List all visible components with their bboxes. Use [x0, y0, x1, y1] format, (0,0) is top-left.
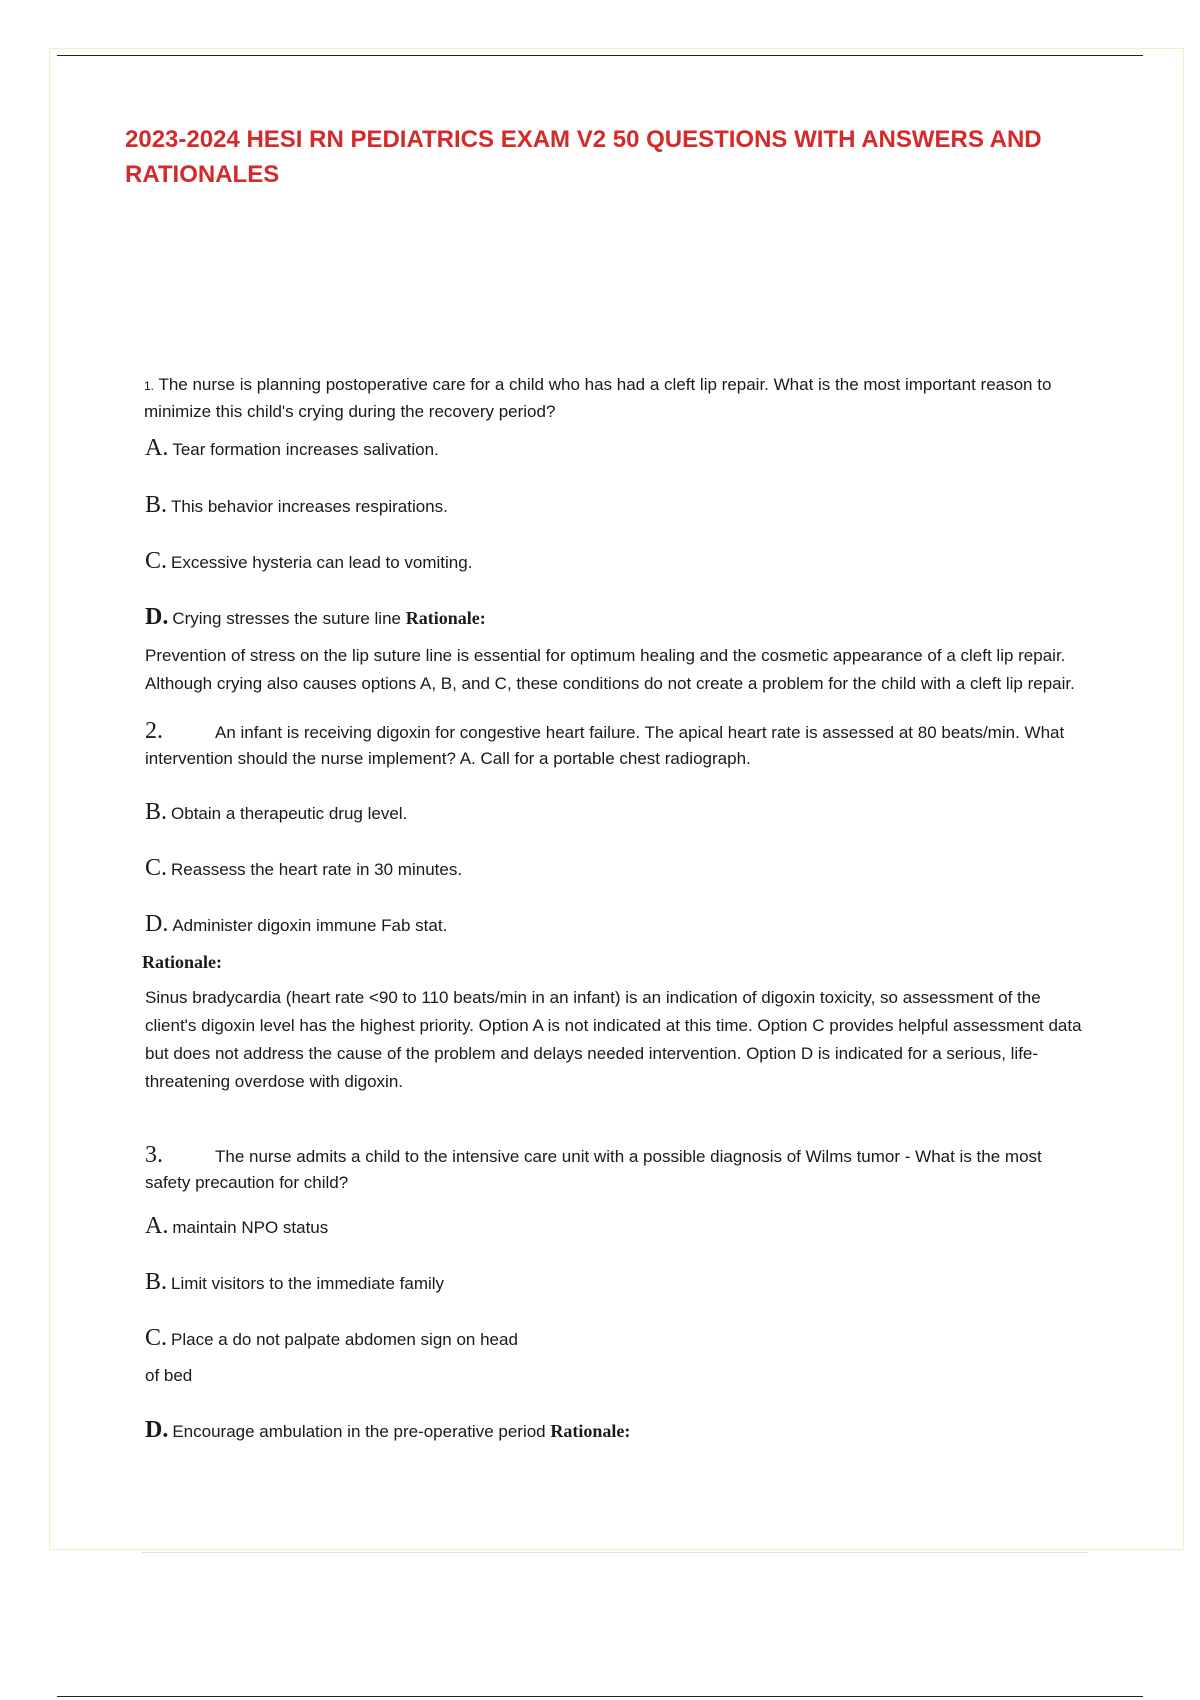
- option-text: Place a do not palpate abdomen sign on head: [171, 1330, 518, 1349]
- option-text: Encourage ambulation in the pre-operative period: [172, 1422, 546, 1441]
- document-title: 2023-2024 HESI RN PEDIATRICS EXAM V2 50 QUESTIONS WITH ANSWERS AND RATIONALES: [125, 126, 1042, 188]
- question-1-option-c: [145, 547, 1085, 577]
- question-1-rationale-label: Rationale:: [405, 608, 486, 628]
- question-3-stem-block: [145, 1142, 1085, 1196]
- question-2-option-c: [145, 854, 1085, 884]
- question-1-rationale: Prevention of stress on the lip suture line is essential for optimum healing and the cosmetic appearance of a cleft lip repair. Although crying also causes options A, B, and C, these conditions do not create a problem for the child with a cleft lip repair.: [145, 646, 1075, 693]
- question-3-rationale-label: Rationale:: [550, 1421, 631, 1441]
- question-1-stem: The nurse is planning postoperative care for a child who has had a cleft lip repair. What is the most important reason to minimize this child's crying during the recovery period?: [144, 375, 1052, 421]
- frame-bottom-rule: [142, 1552, 1088, 1553]
- option-letter: C.: [145, 548, 168, 574]
- question-1-option-b: [145, 491, 1085, 521]
- option-text: Reassess the heart rate in 30 minutes.: [171, 860, 463, 879]
- option-letter: A.: [145, 1213, 169, 1239]
- question-2-stem-block: [145, 718, 1085, 772]
- option-letter: B.: [145, 492, 168, 518]
- question-1-stem-block: [144, 372, 1085, 424]
- question-3-option-c-continuation: of bed: [145, 1366, 193, 1385]
- option-letter: B.: [145, 799, 168, 825]
- option-letter: C.: [145, 855, 168, 881]
- question-2-rationale-label: Rationale:: [142, 952, 222, 972]
- question-1-option-d: [145, 603, 1085, 633]
- option-letter: A.: [145, 435, 169, 461]
- option-text: Limit visitors to the immediate family: [171, 1274, 445, 1293]
- option-text: maintain NPO status: [172, 1218, 329, 1237]
- option-letter: B.: [145, 1269, 168, 1295]
- question-3-option-c: [145, 1324, 1085, 1354]
- option-text: Administer digoxin immune Fab stat.: [172, 916, 448, 935]
- option-text: Tear formation increases salivation.: [172, 440, 439, 459]
- questions-content: [142, 372, 1085, 1446]
- question-3-option-d: [145, 1416, 1085, 1446]
- top-rule: [57, 55, 1143, 56]
- question-2-number: 2.: [145, 718, 163, 744]
- question-2-option-b: [145, 798, 1085, 828]
- option-text: Obtain a therapeutic drug level.: [171, 804, 408, 823]
- option-letter: D.: [145, 604, 169, 630]
- bottom-rule: [57, 1696, 1143, 1697]
- option-letter: D.: [145, 911, 169, 937]
- question-1-number: 1.: [144, 379, 155, 393]
- question-2: [142, 718, 1085, 1096]
- option-text: This behavior increases respirations.: [171, 497, 448, 516]
- option-text: Crying stresses the suture line: [172, 609, 401, 628]
- question-2-rationale: Sinus bradycardia (heart rate <90 to 110 beats/min in an infant) is an indication of digoxin toxicity, so assessment of the client's digoxin level has the highest priority. Option A is not indicated at this time. Option C provides helpful assessment data but does not address the cause of the problem and delays needed intervention. Option D is indicated for a serious, life-threatening overdose with digoxin.: [145, 988, 1082, 1091]
- question-3-number: 3.: [145, 1142, 163, 1168]
- option-letter: D.: [145, 1417, 169, 1443]
- question-3: [145, 1142, 1085, 1446]
- option-text: Excessive hysteria can lead to vomiting.: [171, 553, 473, 572]
- question-3-option-b: [145, 1268, 1085, 1298]
- question-2-option-d: [145, 910, 1085, 940]
- question-1: [145, 372, 1085, 698]
- option-letter: C.: [145, 1325, 168, 1351]
- question-3-stem: The nurse admits a child to the intensive care unit with a possible diagnosis of Wilms tumor - What is the most safety precaution for child?: [145, 1147, 1042, 1192]
- question-1-option-a: [145, 434, 1085, 464]
- question-2-stem: An infant is receiving digoxin for congestive heart failure. The apical heart rate is assessed at 80 beats/min. What intervention should the nurse implement? A. Call for a portable chest radiograph.: [145, 723, 1065, 768]
- question-3-option-a: [145, 1212, 1085, 1242]
